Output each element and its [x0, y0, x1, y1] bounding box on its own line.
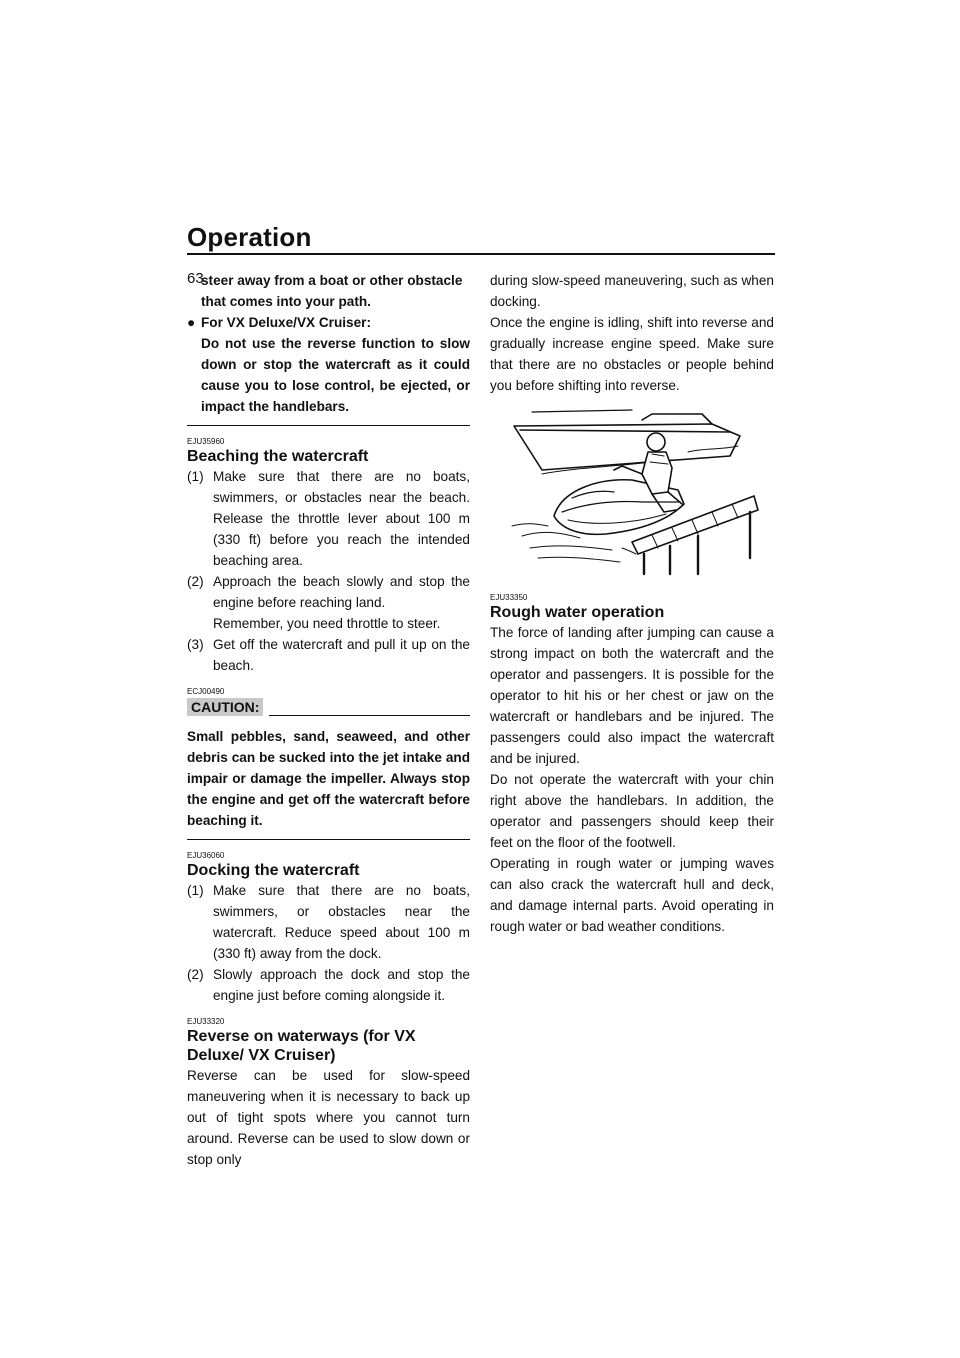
rough-water-paragraph: Operating in rough water or jumping waves can also crack the watercraft hull and deck, and damage internal parts. Avoid operating in rough water or bad weather conditions.	[490, 856, 774, 934]
section-code: EJU33320	[187, 1017, 225, 1026]
step-number: (1)	[187, 883, 204, 898]
step-number: (2)	[187, 967, 204, 982]
reverse-continued-paragraph: during slow-speed maneuvering, such as when docking.	[490, 273, 774, 309]
step-text: Get off the watercraft and pull it up on the beach.	[213, 637, 470, 673]
warning-line: steer away from a boat or other obstacle	[201, 273, 463, 288]
warning-end-rule	[187, 425, 470, 426]
caution-header	[187, 698, 470, 716]
docking-illustration	[502, 408, 764, 576]
beaching-heading: Beaching the watercraft	[187, 448, 369, 465]
rider-head-shape	[647, 433, 665, 451]
warning-bullet-title: For VX Deluxe/VX Cruiser:	[201, 315, 371, 330]
list-item	[187, 880, 470, 964]
list-item	[187, 466, 470, 571]
step-text: Make sure that there are no boats, swimmers, or obstacles near the beach. Release the throttle lever about 100 m (330 ft) before you reach the intended beaching area.	[213, 469, 470, 568]
left-column	[187, 270, 470, 1170]
section-code: EJU33350	[490, 593, 528, 602]
caution-end-rule	[187, 839, 470, 840]
step-text: Slowly approach the dock and stop the engine just before coming alongside it.	[213, 967, 470, 1003]
step-number: (3)	[187, 637, 204, 652]
section-code: EJU35960	[187, 437, 225, 446]
caution-rule	[269, 715, 470, 716]
caution-text: Small pebbles, sand, seaweed, and other debris can be sucked into the jet intake and impair or damage the impeller. Always stop the engine and get off the watercraft before beaching it.	[187, 729, 470, 828]
warning-line: that comes into your path.	[201, 294, 371, 309]
caution-label: CAUTION:	[187, 698, 263, 716]
rough-water-heading: Rough water operation	[490, 604, 665, 621]
rough-water-paragraph: The force of landing after jumping can cause a strong impact on both the watercraft and the operator and passengers. It is possible for the operator to hit his or her chest or jaw on the watercraft or handlebars and be injured. The passengers could also impact the watercraft and be injured.	[490, 625, 774, 766]
rough-water-paragraph: Do not operate the watercraft with your chin right above the handlebars. In addition, the operator and passengers should keep their feet on the floor of the footwell.	[490, 772, 774, 850]
step-text-extra: Remember, you need throttle to steer.	[213, 616, 441, 631]
reverse-heading: Reverse on waterways (for VX Deluxe/ VX Cruiser)	[187, 1028, 416, 1064]
step-text	[213, 571, 470, 634]
beaching-steps	[187, 466, 470, 676]
docking-heading: Docking the watercraft	[187, 862, 360, 879]
bullet-icon: ●	[187, 315, 196, 330]
reverse-continued-paragraph: Once the engine is idling, shift into reverse and gradually increase engine speed. Make sure that there are no obstacles or people behind you before shifting into reverse.	[490, 315, 774, 393]
warning-end	[187, 270, 470, 417]
title-rule	[187, 253, 775, 255]
step-number: (1)	[187, 469, 204, 484]
warning-bullet	[187, 312, 470, 333]
section-code: EJU36060	[187, 851, 225, 860]
docking-steps	[187, 880, 470, 1006]
step-number: (2)	[187, 574, 204, 589]
step-text: Make sure that there are no boats, swimmers, or obstacles near the watercraft. Reduce speed about 100 m (330 ft) away from the dock.	[213, 883, 470, 961]
warning-bullet-text: Do not use the reverse function to slow down or stop the watercraft as it could cause you to lose control, be ejected, or impact the handlebars.	[201, 336, 470, 414]
list-item	[187, 634, 470, 676]
list-item	[187, 571, 470, 634]
step-text-main: Approach the beach slowly and stop the engine before reaching land.	[213, 574, 470, 610]
list-item	[187, 964, 470, 1006]
caution-code: ECJ00490	[187, 687, 225, 696]
page-number: 63	[187, 270, 204, 287]
page-title: Operation	[187, 222, 312, 252]
reverse-paragraph: Reverse can be used for slow-speed maneuvering when it is necessary to back up out of tight spots where you cannot turn around. Reverse can be used to slow down or stop only	[187, 1068, 470, 1167]
right-column	[490, 270, 774, 937]
